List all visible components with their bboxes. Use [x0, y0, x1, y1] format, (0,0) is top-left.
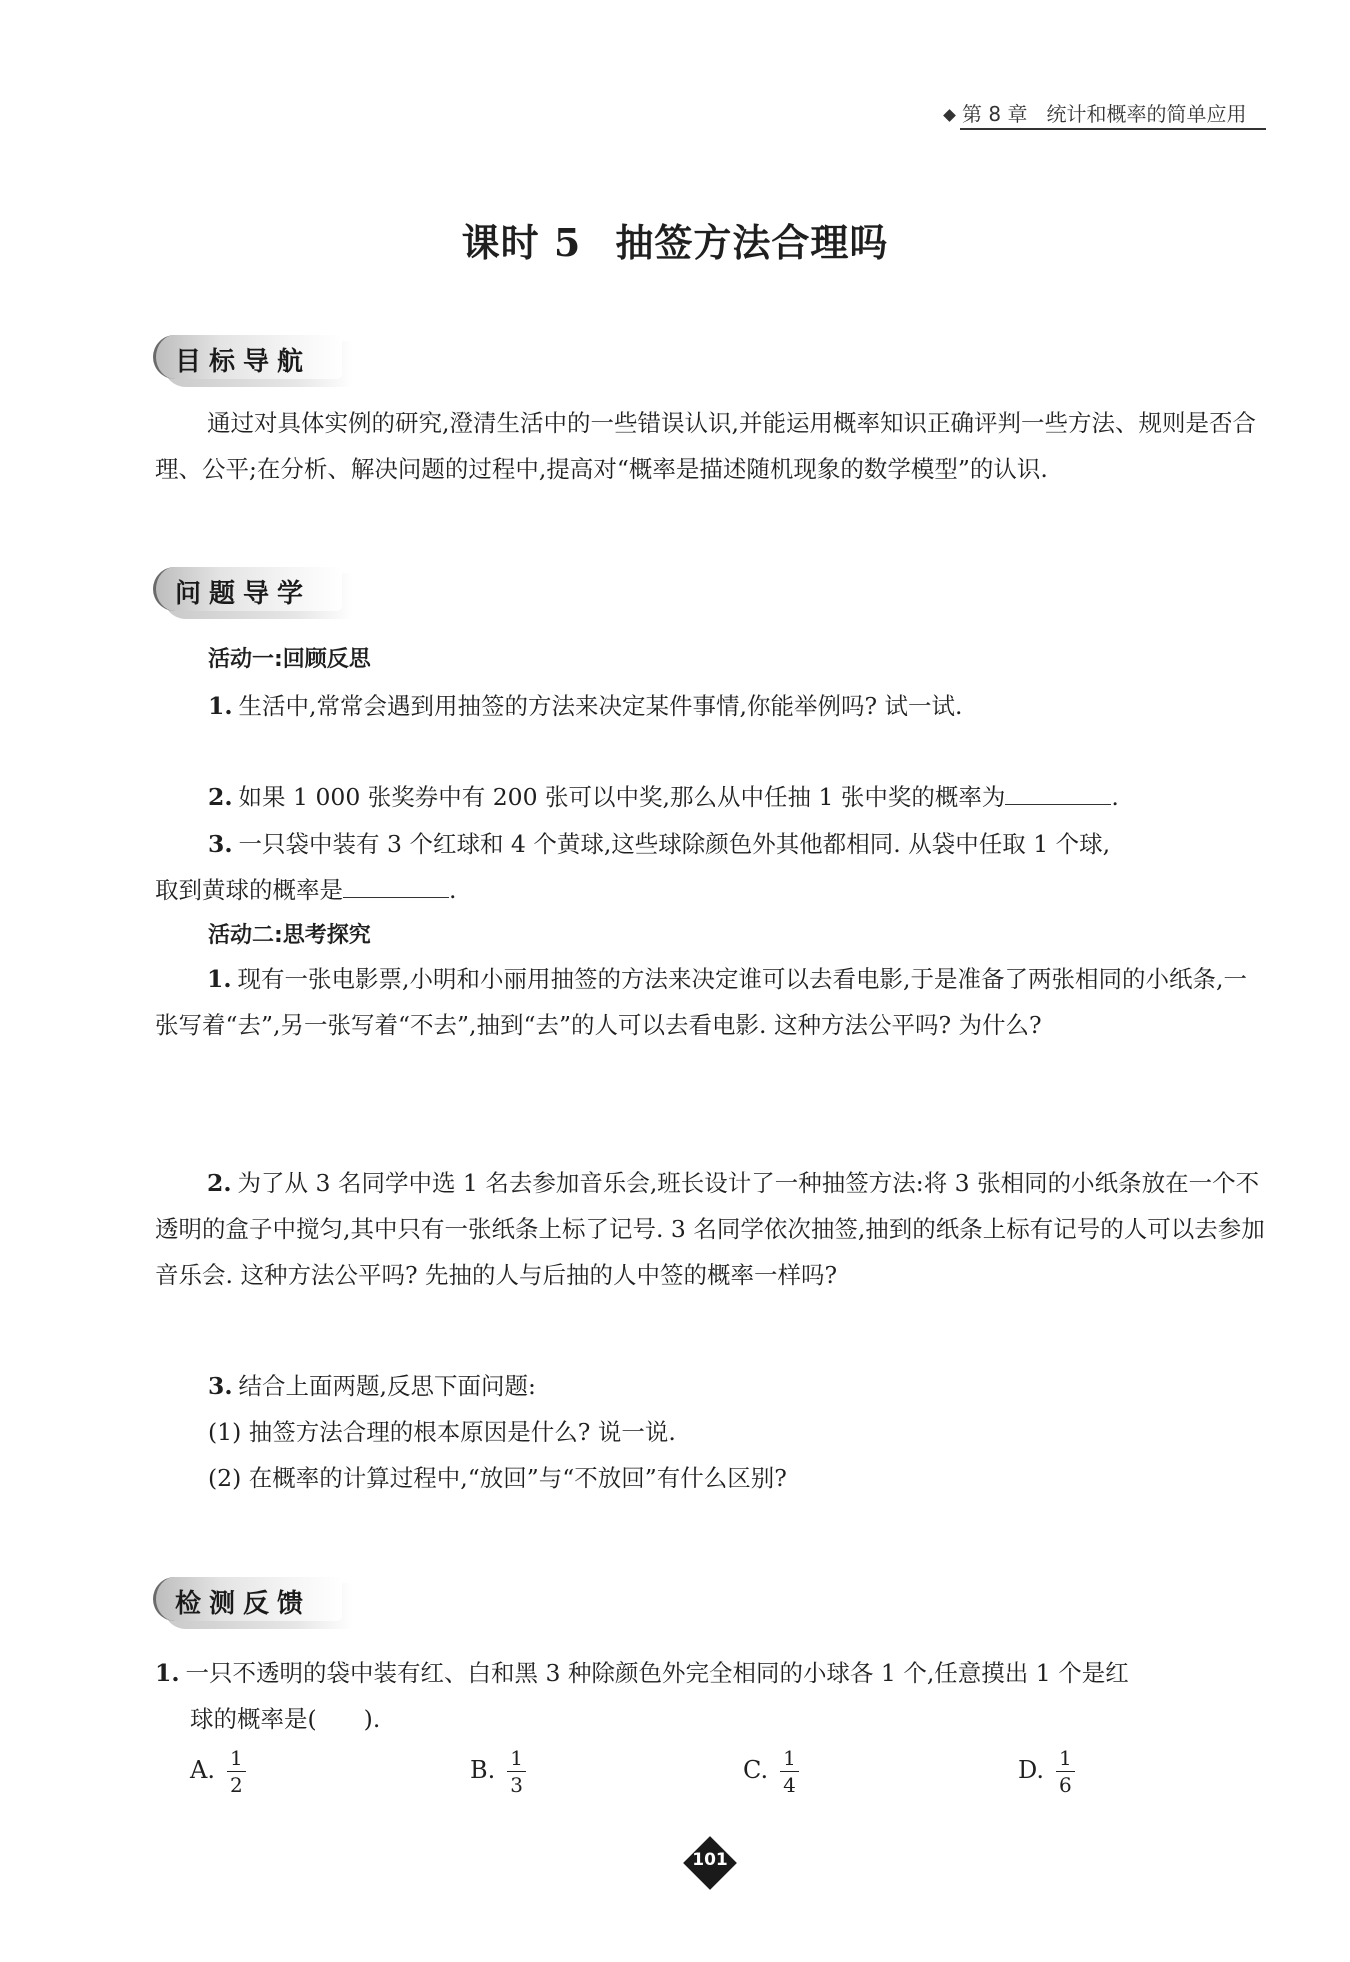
option-label: C.: [743, 1756, 769, 1784]
lesson-number: 课时 5: [461, 220, 582, 265]
diamond-bullet-icon: [943, 109, 956, 122]
option-d[interactable]: [1018, 1748, 1075, 1795]
activity1-question-3: [208, 825, 1110, 859]
activity2-question-3-sub1: (1) 抽签方法合理的根本原因是什么? 说一说.: [208, 1418, 676, 1446]
option-a[interactable]: [190, 1748, 246, 1795]
question-text: 生活中,常常会遇到用抽签的方法来决定某件事情,你能举例吗? 试一试.: [238, 692, 963, 720]
activity1-question-1: [208, 687, 963, 721]
answer-blank[interactable]: [1005, 782, 1111, 805]
chapter-header: [945, 98, 1247, 127]
activity2-question-3-sub2: (2) 在概率的计算过程中,“放回”与“不放回”有什么区别?: [208, 1464, 787, 1492]
chapter-number: 第 8 章: [962, 102, 1028, 126]
answer-blank[interactable]: [343, 875, 449, 898]
option-b[interactable]: [470, 1748, 526, 1795]
option-fraction: $\frac{1}{3}$: [507, 1748, 526, 1795]
section-tag-guide: [153, 567, 349, 617]
activity2-question-1: [155, 956, 1267, 1048]
activity2-question-2: [155, 1160, 1267, 1298]
section-tag-feedback: [153, 1577, 349, 1627]
question-text: 一只袋中装有 3 个红球和 4 个黄球,这些球除颜色外其他都相同. 从袋中任取 1 个球,: [238, 830, 1111, 858]
option-fraction: $\frac{1}{2}$: [227, 1748, 246, 1795]
chapter-title: 统计和概率的简单应用: [1046, 102, 1247, 126]
activity1-question-3-cont: [155, 871, 456, 905]
section-tag-label: 问题导学: [175, 579, 312, 609]
option-fraction: $\frac{1}{6}$: [1056, 1748, 1075, 1795]
page-number-badge: [685, 1838, 735, 1888]
question-end: .: [1111, 783, 1119, 811]
question-number: 1.: [207, 965, 232, 993]
feedback-question-1: [155, 1654, 1129, 1688]
header-rule: [960, 128, 1266, 130]
activity-two-title: 活动二:思考探究: [208, 923, 371, 948]
question-end: .: [449, 876, 457, 904]
question-number: 2.: [208, 783, 233, 811]
question-text: 现有一张电影票,小明和小丽用抽签的方法来决定谁可以去看电影,于是准备了两张相同的小纸条,一张写着“去”,另一张写着“不去”,抽到“去”的人可以去看电影. 这种方法公平吗? 为什么?: [155, 965, 1247, 1039]
question-text: 为了从 3 名同学中选 1 名去参加音乐会,班长设计了一种抽签方法:将 3 张相同的小纸条放在一个不透明的盒子中搅匀,其中只有一张纸条上标了记号. 3 名同学依次抽签,抽到的纸条上标有记号的人可以去参加音乐会. 这种方法公平吗? 先抽的人与后抽的人中签的概率一样吗?: [155, 1169, 1265, 1289]
activity1-question-2: [208, 778, 1119, 812]
question-text: 结合上面两题,反思下面问题:: [238, 1372, 536, 1400]
question-number: 1.: [155, 1659, 180, 1687]
option-fraction: $\frac{1}{4}$: [780, 1748, 799, 1795]
activity2-question-3: [208, 1367, 536, 1401]
question-number: 3.: [208, 830, 233, 858]
option-label: B.: [470, 1756, 496, 1784]
option-label: D.: [1018, 1756, 1045, 1784]
lesson-title: [0, 212, 1350, 267]
option-label: A.: [190, 1756, 215, 1784]
activity-one-title: 活动一:回顾反思: [208, 647, 371, 672]
goals-text: 通过对具体实例的研究,澄清生活中的一些错误认识,并能运用概率知识正确评判一些方法、规则是否合理、公平;在分析、解决问题的过程中,提高对“概率是描述随机现象的数学模型”的认识.: [155, 409, 1256, 483]
section-tag-label: 检测反馈: [175, 1589, 312, 1619]
question-number: 1.: [208, 692, 233, 720]
lesson-name: 抽签方法合理吗: [615, 220, 889, 265]
option-c[interactable]: [743, 1748, 799, 1795]
question-number: 3.: [208, 1372, 233, 1400]
section-tag-label: 目标导航: [175, 347, 312, 377]
question-text: 取到黄球的概率是: [155, 876, 343, 904]
section-tag-goals: [153, 335, 349, 385]
goals-paragraph: [155, 400, 1267, 492]
question-number: 2.: [207, 1169, 232, 1197]
feedback-question-1-cont: 球的概率是( ).: [190, 1705, 381, 1733]
question-text: 一只不透明的袋中装有红、白和黑 3 种除颜色外完全相同的小球各 1 个,任意摸出 1 个是红: [185, 1659, 1129, 1687]
page-number: 101: [692, 1850, 728, 1870]
question-text: 如果 1 000 张奖券中有 200 张可以中奖,那么从中任抽 1 张中奖的概率为: [238, 783, 1006, 811]
